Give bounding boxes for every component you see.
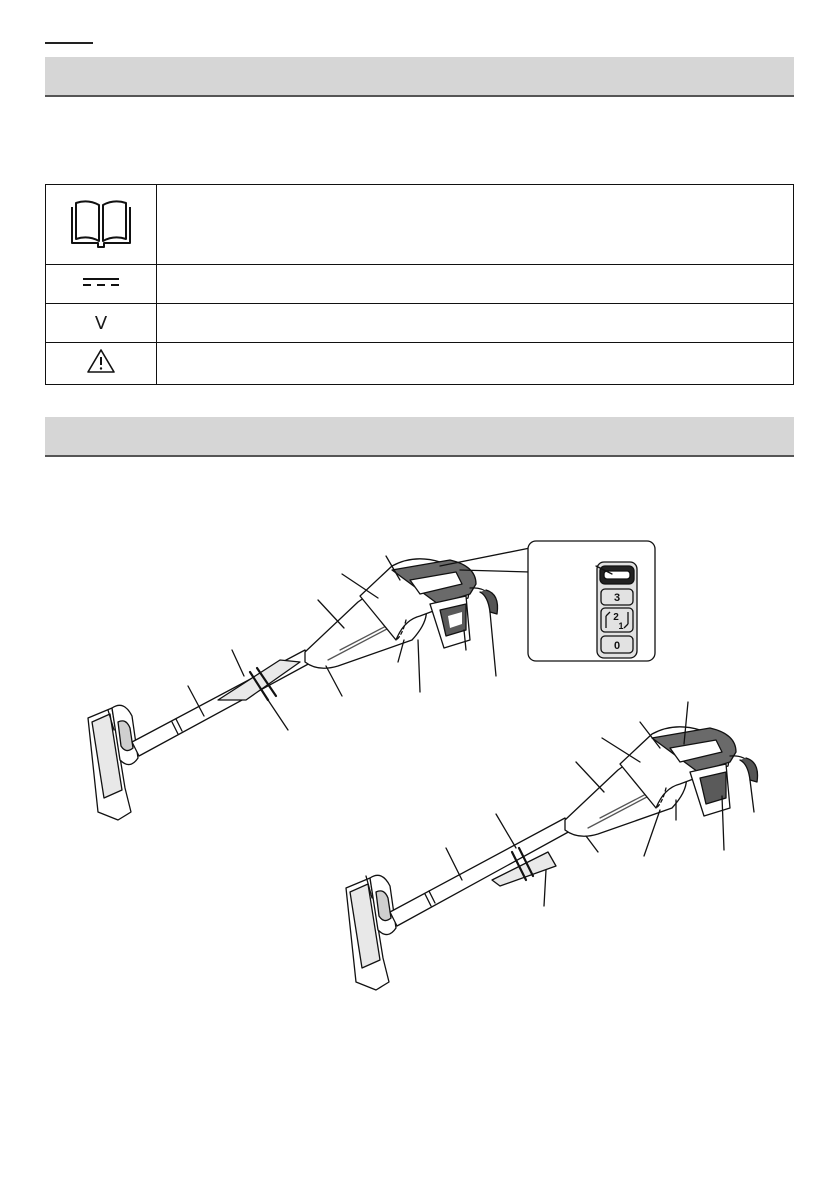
open-book-icon <box>66 195 136 249</box>
top-rule <box>45 42 93 44</box>
symbol-description <box>157 304 794 343</box>
button-label-1: 1 <box>618 621 624 631</box>
volt-symbol: V <box>94 312 108 334</box>
symbols-table <box>45 184 794 385</box>
button-label-0: 0 <box>613 640 621 652</box>
button-label-2: 2 <box>613 612 619 623</box>
section-header-parts <box>45 417 794 457</box>
symbol-description <box>157 265 794 304</box>
vacuum-illustration-1 <box>88 548 530 820</box>
control-panel-inset <box>528 541 655 661</box>
section-header-symbols <box>45 57 794 97</box>
button-label-3: 3 <box>613 592 621 604</box>
vacuum-parts-diagram <box>0 520 840 1000</box>
symbol-description <box>157 343 794 385</box>
symbol-row-warning <box>46 343 794 385</box>
direct-current-icon <box>81 275 121 289</box>
vacuum-illustration-2 <box>346 702 758 990</box>
symbol-row-read-manual <box>46 185 794 265</box>
symbol-row-volt <box>46 304 794 343</box>
control-panel-buttons <box>601 589 633 653</box>
warning-triangle-icon <box>86 348 116 374</box>
symbol-row-direct-current <box>46 265 794 304</box>
symbol-description <box>157 185 794 265</box>
